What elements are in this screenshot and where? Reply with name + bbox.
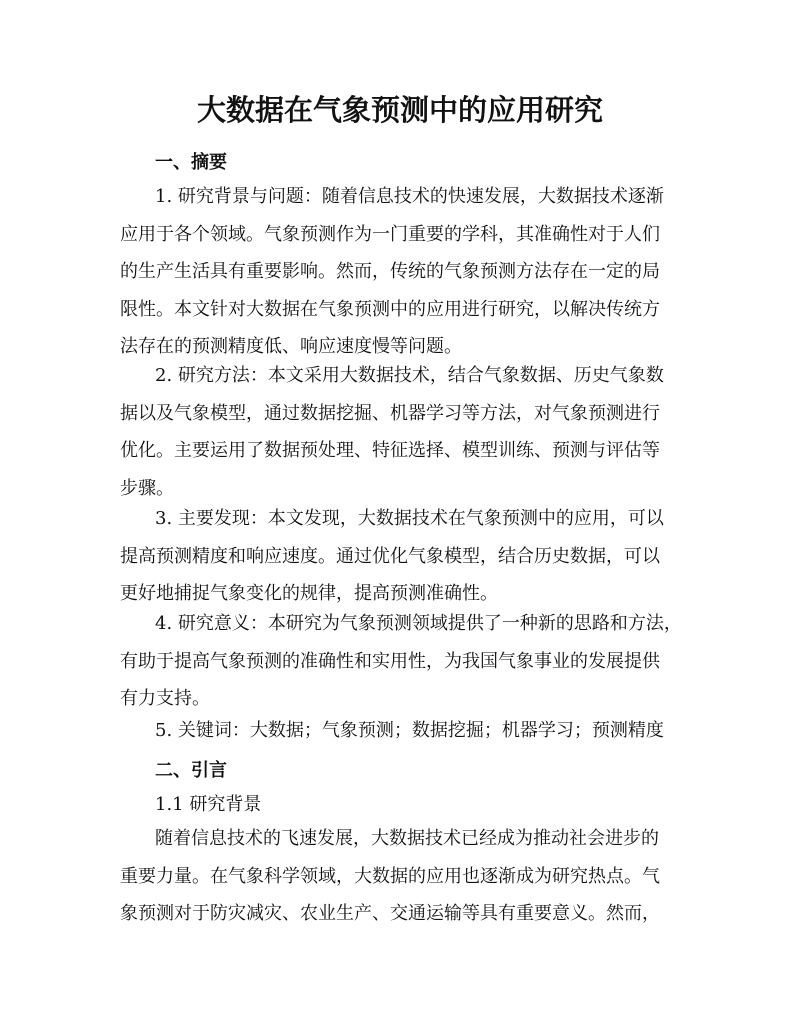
keywords-line: 5. 关键词：大数据；气象预测；数据挖掘；机器学习；预测精度 — [155, 720, 664, 741]
paragraph-line: 3. 主要发现：本文发现，大数据技术在气象预测中的应用，可以 — [155, 508, 664, 529]
document-title: 大数据在气象预测中的应用研究 — [196, 93, 603, 127]
section-heading-abstract: 一、摘要 — [155, 152, 227, 173]
paragraph-line: 有助于提高气象预测的准确性和实用性，为我国气象事业的发展提供 — [120, 650, 660, 672]
paragraph-line: 的生产生活具有重要影响。然而，传统的气象预测方法存在一定的局 — [120, 261, 660, 282]
paragraph-line: 据以及气象模型，通过数据挖掘、机器学习等方法，对气象预测进行 — [120, 402, 660, 424]
paragraph-line: 象预测对于防灾减灾、农业生产、交通运输等具有重要意义。然而， — [120, 903, 660, 924]
abstract-paragraph-2 — [120, 357, 685, 507]
paragraph-line: 步骤。 — [120, 477, 174, 499]
introduction-paragraph-1 — [120, 820, 685, 933]
paragraph-line: 重要力量。在气象科学领域，大数据的应用也逐渐成为研究热点。气 — [120, 865, 660, 887]
paragraph-line: 限性。本文针对大数据在气象预测中的应用进行研究，以解决传统方 — [120, 298, 660, 320]
paragraph-line: 提高预测精度和响应速度。通过优化气象模型，结合历史数据，可以 — [120, 545, 660, 567]
subsection-heading-background: 1.1 研究背景 — [155, 794, 262, 815]
paragraph-line: 应用于各个领域。气象预测作为一门重要的学科，其准确性对于人们 — [120, 223, 660, 245]
paragraph-line: 4. 研究意义：本研究为气象预测领域提供了一种新的思路和方法， — [155, 613, 682, 634]
paragraph-line: 更好地捕捉气象变化的规律，提高预测准确性。 — [120, 583, 498, 604]
paragraph-line: 法存在的预测精度低、响应速度慢等问题。 — [120, 336, 462, 357]
paragraph-line: 1. 研究背景与问题：随着信息技术的快速发展，大数据技术逐渐 — [155, 186, 664, 207]
section-heading-introduction: 二、引言 — [155, 760, 227, 781]
abstract-paragraph-1 — [120, 178, 685, 366]
paragraph-line: 2. 研究方法：本文采用大数据技术，结合气象数据、历史气象数 — [155, 365, 664, 386]
abstract-paragraph-4 — [120, 605, 685, 718]
abstract-paragraph-3 — [120, 500, 685, 613]
paragraph-line: 随着信息技术的飞速发展，大数据技术已经成为推动社会进步的 — [155, 828, 659, 849]
paragraph-line: 优化。主要运用了数据预处理、特征选择、模型训练、预测与评估等 — [120, 440, 660, 461]
paragraph-line: 有力支持。 — [120, 688, 210, 709]
abstract-keywords — [120, 712, 685, 750]
